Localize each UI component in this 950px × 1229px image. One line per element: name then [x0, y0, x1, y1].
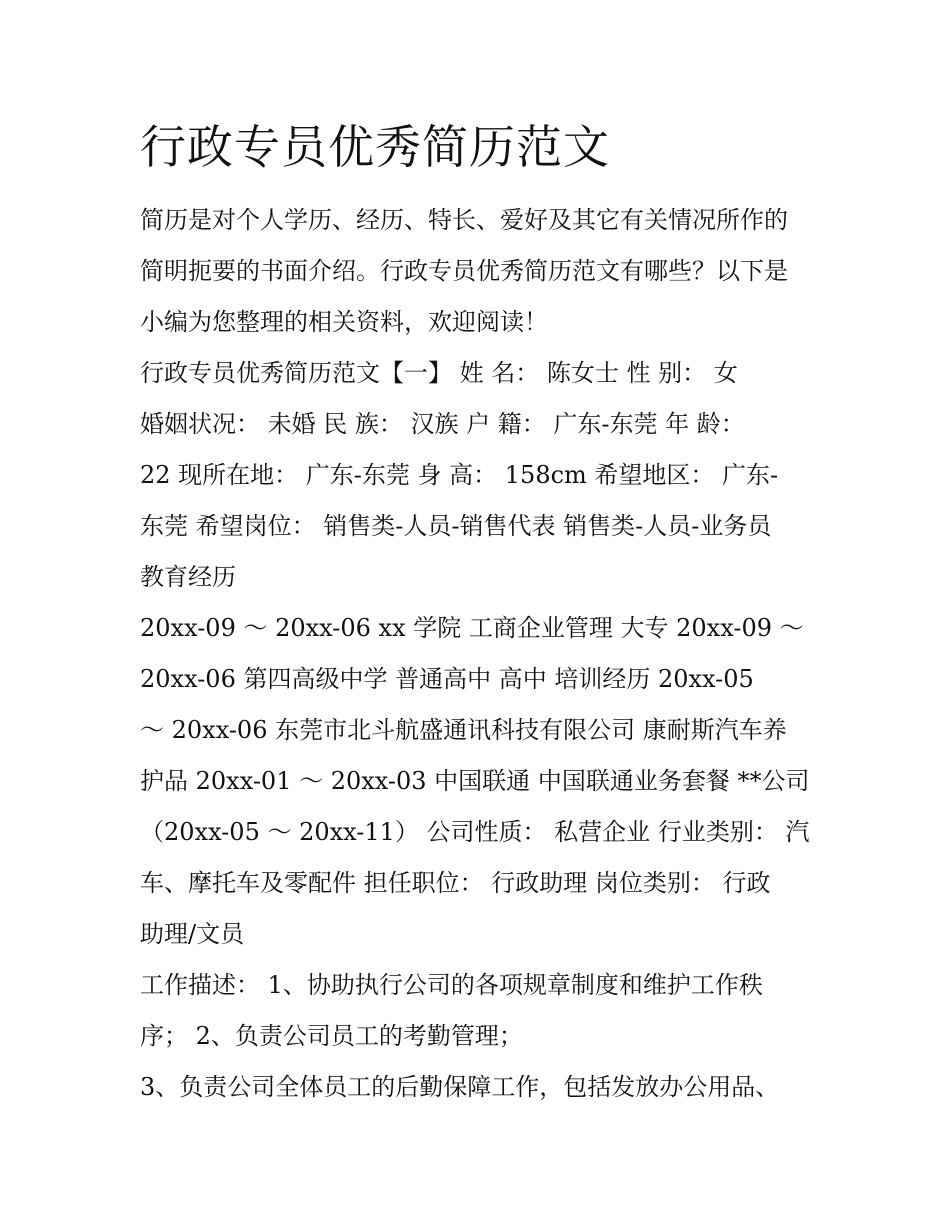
section-heading-education: 教育经历	[140, 563, 236, 591]
body-line: （20xx-05 ～ 20xx-11） 公司性质： 私营企业 行业类别： 汽	[140, 818, 810, 846]
body-line: 婚姻状况： 未婚 民 族： 汉族 户 籍： 广东-东莞 年 龄：	[140, 410, 745, 438]
body-line: 简明扼要的书面介绍。行政专员优秀简历范文有哪些？以下是	[140, 257, 788, 285]
body-line: 20xx-06 第四高级中学 普通高中 高中 培训经历 20xx-05	[140, 665, 754, 693]
body-line: 车、摩托车及零配件 担任职位： 行政助理 岗位类别： 行政	[140, 869, 771, 897]
body-line: 护品 20xx-01 ～ 20xx-03 中国联通 中国联通业务套餐 **公司	[140, 767, 810, 795]
body-line: 22 现所在地： 广东-东莞 身 高： 158cm 希望地区： 广东-	[140, 461, 779, 489]
body-line: ～ 20xx-06 东莞市北斗航盛通讯科技有限公司 康耐斯汽车养	[140, 716, 787, 744]
body-line: 行政专员优秀简历范文【一】 姓 名： 陈女士 性 别： 女	[140, 359, 738, 387]
body-line: 工作描述： 1、协助执行公司的各项规章制度和维护工作秩	[140, 971, 763, 999]
body-line: 3、负责公司全体员工的后勤保障工作，包括发放办公用品、	[140, 1073, 780, 1101]
body-line: 助理/文员	[140, 920, 245, 948]
body-line: 小编为您整理的相关资料，欢迎阅读！	[140, 308, 548, 336]
body-line: 20xx-09 ～ 20xx-06 xx 学院 工商企业管理 大专 20xx-09 ～	[140, 614, 804, 642]
body-line: 序； 2、负责公司员工的考勤管理；	[140, 1022, 523, 1050]
document-title: 行政专员优秀简历范文	[140, 120, 610, 174]
body-line: 简历是对个人学历、经历、特长、爱好及其它有关情况所作的	[140, 206, 788, 234]
body-line: 东莞 希望岗位： 销售类-人员-销售代表 销售类-人员-业务员	[140, 512, 772, 540]
